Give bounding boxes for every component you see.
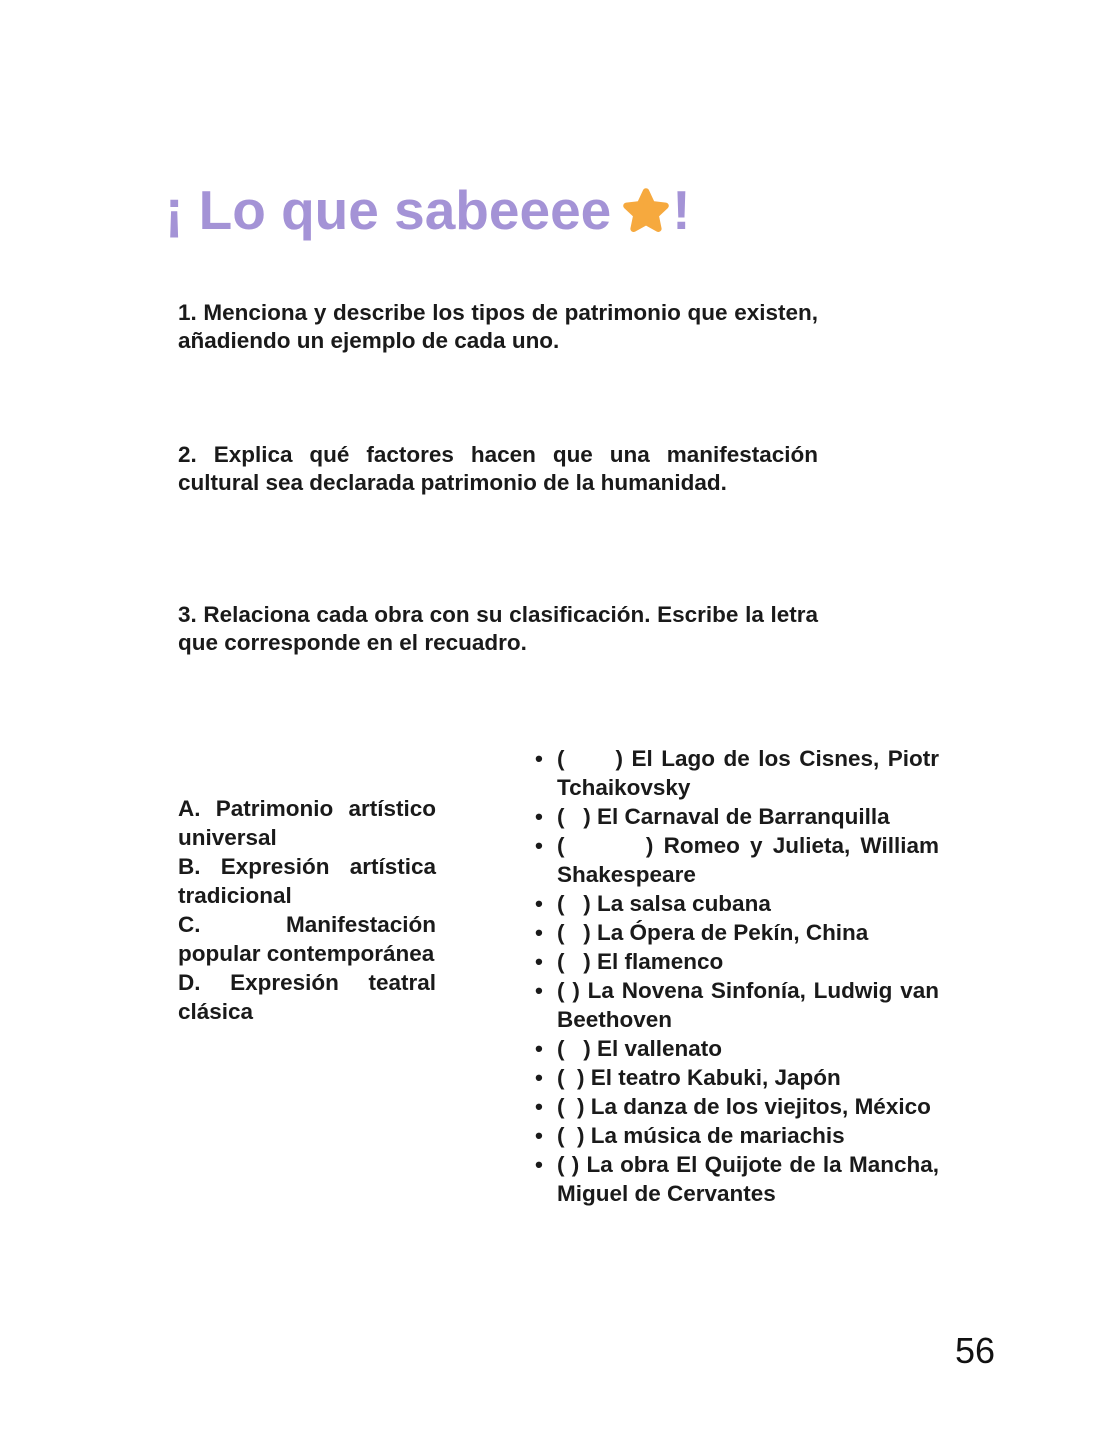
classification-option-c: C. Manifestación popular contemporánea	[178, 912, 436, 966]
list-item	[535, 744, 939, 802]
list-item	[535, 1063, 939, 1092]
work-text: ( ) El Lago de los Cisnes, Piotr Tchaikovsky	[557, 746, 939, 800]
star-icon	[621, 186, 671, 234]
bullet-icon: •	[535, 1036, 543, 1061]
title-exclamation: !	[672, 179, 691, 241]
work-text: ( ) El flamenco	[557, 949, 724, 974]
page-title	[165, 180, 691, 240]
classification-list	[178, 794, 436, 1026]
bullet-icon: •	[535, 978, 543, 1003]
list-item	[535, 918, 939, 947]
work-text: ( ) Romeo y Julieta, William Shakespeare	[557, 833, 939, 887]
work-text: ( ) El teatro Kabuki, Japón	[557, 1065, 841, 1090]
bullet-icon: •	[535, 1094, 543, 1119]
question-1: 1. Menciona y describe los tipos de patrimonio que existen, añadiendo un ejemplo de cada uno.	[178, 300, 818, 353]
question-3: 3. Relaciona cada obra con su clasificación. Escribe la letra que corresponde en el recuadro.	[178, 602, 818, 655]
classification-option-a: A. Patrimonio artístico universal	[178, 796, 436, 850]
list-item	[535, 1034, 939, 1063]
work-text: ( ) El vallenato	[557, 1036, 723, 1061]
bullet-icon: •	[535, 833, 543, 858]
bullet-icon: •	[535, 1123, 543, 1148]
page-number: 56	[955, 1330, 996, 1371]
list-item	[535, 947, 939, 976]
work-text: ( ) La salsa cubana	[557, 891, 771, 916]
classification-option-d: D. Expresión teatral clásica	[178, 970, 436, 1024]
list-item	[535, 1092, 939, 1121]
work-text: ( ) La danza de los viejitos, México	[557, 1094, 931, 1119]
classification-option-b: B. Expresión artística tradicional	[178, 854, 436, 908]
work-text: ( ) La Ópera de Pekín, China	[557, 920, 869, 945]
bullet-icon: •	[535, 949, 543, 974]
bullet-icon: •	[535, 746, 543, 771]
work-text: ( ) La Novena Sinfonía, Ludwig van Beethoven	[557, 978, 939, 1032]
bullet-icon: •	[535, 1065, 543, 1090]
list-item	[535, 802, 939, 831]
list-item	[535, 1150, 939, 1208]
work-text: ( ) El Carnaval de Barranquilla	[557, 804, 890, 829]
works-list	[535, 744, 939, 1208]
list-item	[535, 1121, 939, 1150]
list-item	[535, 889, 939, 918]
work-text: ( ) La música de mariachis	[557, 1123, 845, 1148]
bullet-icon: •	[535, 891, 543, 916]
bullet-icon: •	[535, 804, 543, 829]
title-text: ¡ Lo que sabeeee	[165, 179, 612, 241]
bullet-icon: •	[535, 920, 543, 945]
question-2: 2. Explica qué factores hacen que una manifestación cultural sea declarada patrimonio de la humanidad.	[178, 442, 818, 495]
bullet-icon: •	[535, 1152, 543, 1177]
list-item	[535, 976, 939, 1034]
list-item	[535, 831, 939, 889]
work-text: ( ) La obra El Quijote de la Mancha, Miguel de Cervantes	[557, 1152, 939, 1206]
